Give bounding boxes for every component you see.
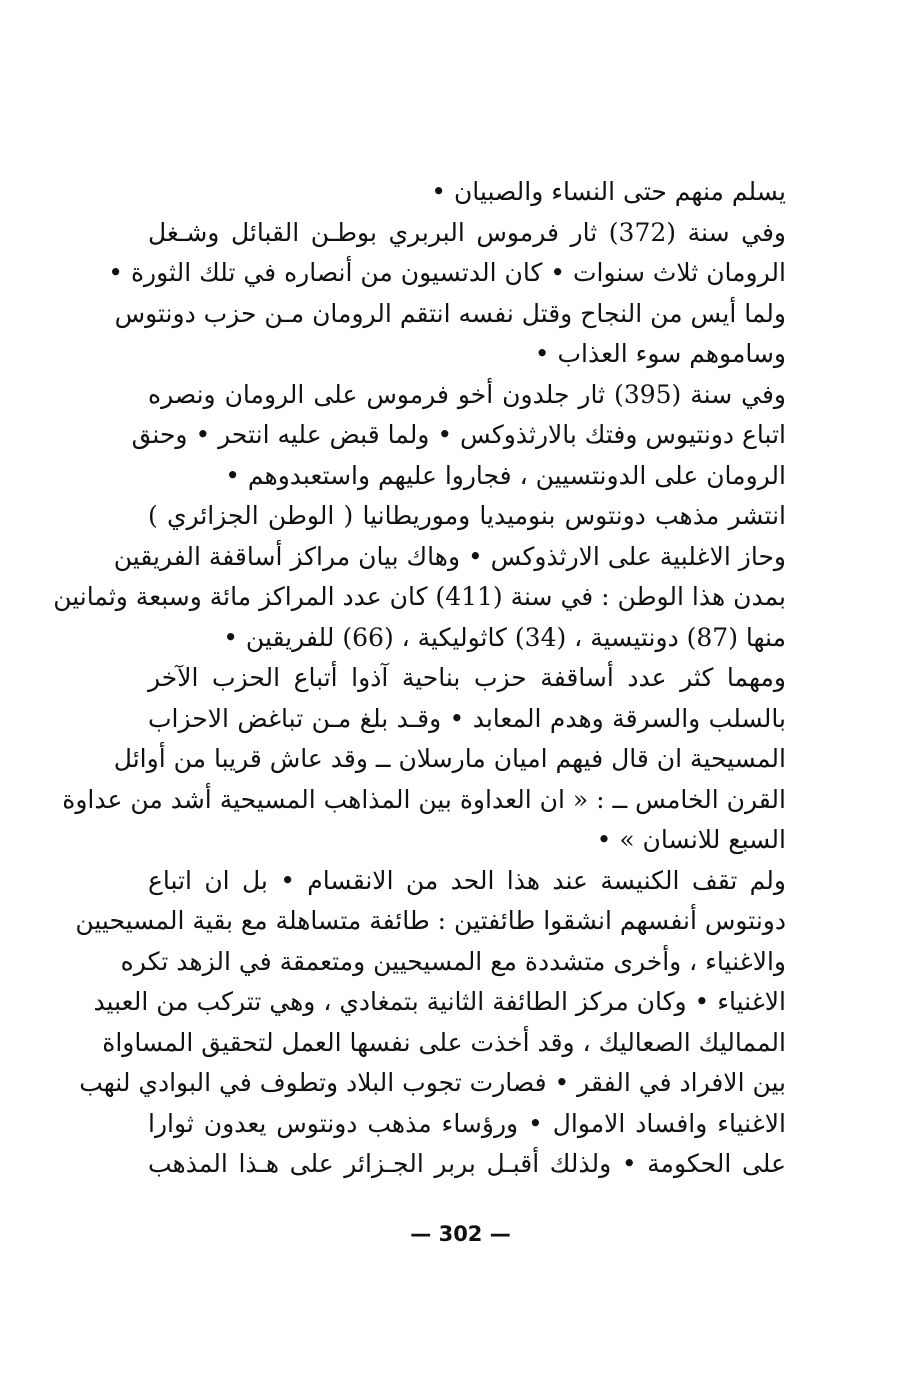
text-line: منها (87) دونتيسية ، (34) كاثوليكية ، (66) للفريقين •	[223, 622, 786, 652]
page-body	[53, 172, 786, 1185]
text-line: ولم تقف الكنيسة عند هذا الحد من الانقسام • بل ان اتباع	[148, 865, 786, 895]
text-line: بين الافراد في الفقر • فصارت تجوب البلاد وتطوف في البوادي لنهب	[79, 1068, 786, 1097]
text-line: والاغنياء ، وأخرى متشددة مع المسيحيين ومتعمقة في الزهد تكره	[120, 946, 786, 976]
text-line: بالسلب والسرقة وهدم المعابد • وقـد بلغ مـن تباغض الاحزاب	[148, 703, 786, 733]
text-line: الرومان ثلاث سنوات • كان الدتسيون من أنصاره في تلك الثورة •	[108, 258, 786, 287]
text-line: على الحكومة • ولذلك أقبـل بربر الجـزائر على هـذا المذهب	[148, 1149, 786, 1178]
text-line: دونتوس أنفسهم انشقوا طائفتين : طائفة متساهلة مع بقية المسيحيين	[75, 906, 786, 935]
text-line: وفي سنة (372) ثار فرموس البربري بوطـن القبائل وشـغل	[148, 217, 786, 247]
text-line: الاغنياء • وكان مركز الطائفة الثانية بتمغادي ، وهي تتركب من العبيد	[93, 987, 786, 1016]
text-line: الاغنياء وافساد الاموال • ورؤساء مذهب دونتوس يعدون ثوارا	[148, 1108, 786, 1138]
text-line: وفي سنة (395) ثار جلدون أخو فرموس على الرومان ونصره	[148, 379, 786, 409]
text-line: بمدن هذا الوطن : في سنة (411) كان عدد المراكز مائة وسبعة وثمانين	[53, 582, 786, 611]
text-line: ولما أيس من النجاح وقتل نفسه انتقم الرومان مـن حزب دونتوس	[114, 298, 786, 328]
text-line: المماليك الصعاليك ، وقد أخذت على نفسها العمل لتحقيق المساواة	[102, 1027, 786, 1057]
text-line: وحاز الاغلبية على الارثذوكس • وهاك بيان مراكز أساقفة الفريقين	[113, 541, 786, 571]
text-line: السبع للانسان » •	[596, 825, 786, 854]
text-line: الرومان على الدونتسيين ، فجاروا عليهم واستعبدوهم •	[225, 460, 786, 490]
text-line: المسيحية ان قال فيهم اميان مارسلان ــ وقد عاش قريبا من أوائل	[113, 744, 786, 773]
text-line: انتشر مذهب دونتوس بنوميديا وموريطانيا ( الوطن الجزائري )	[148, 501, 786, 530]
text-line: القرن الخامس ــ : « ان العداوة بين المذاهب المسيحية أشد من عداوة	[62, 784, 786, 814]
page-number: — 302 —	[410, 1222, 511, 1246]
text-line: ومهما كثر عدد أساقفة حزب بناحية آذوا أتباع الحزب الآخر	[148, 663, 786, 692]
text-line: اتباع دونتيوس وفتك بالارثذوكس • ولما قبض عليه انتحر • وحنق	[131, 420, 786, 449]
text-line: وساموهم سوء العذاب •	[534, 339, 786, 368]
text-line: يسلم منهم حتى النساء والصبيان •	[431, 177, 786, 206]
